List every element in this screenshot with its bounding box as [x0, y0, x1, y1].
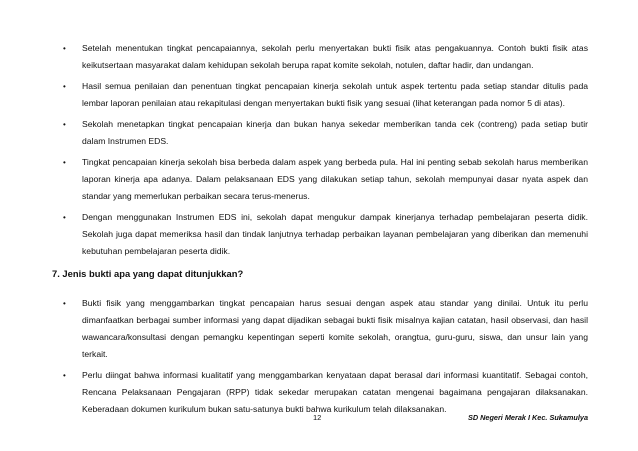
bullet-icon: • [63, 299, 66, 308]
bullet-icon: • [63, 371, 66, 380]
list-item [58, 295, 588, 363]
list-item-text: Bukti fisik yang menggambarkan tingkat pencapaian harus sesuai dengan aspek atau standar yang dinilai. Untuk itu perlu dimanfaatkan berbagai sumber informasi yang dapat dijadikan sebagai bukti fisik misalnya kajian catatan, hasil observasi, dan hasil wawancara/konsultasi dengan pemangku kepentingan seperti komite sekolah, orangtua, guru-guru, siswa, dan unsur lain yang terkait. [82, 298, 588, 359]
list-item-text: Dengan menggunakan Instrumen EDS ini, sekolah dapat mengukur dampak kinerjanya terhadap pembelajaran peserta didik. Sekolah juga dapat memeriksa hasil dan tindak lanjutnya terhadap perbaikan layanan pembelajaran yang diberikan dan memenuhi kebutuhan pembelajaran peserta didik. [82, 212, 588, 256]
bullet-icon: • [63, 120, 66, 129]
list-item [58, 40, 588, 74]
list-item [58, 367, 588, 418]
section-heading: 7. Jenis bukti apa yang dapat ditunjukkan? [52, 268, 244, 279]
bullet-list-bottom [58, 295, 588, 418]
list-item-text: Tingkat pencapaian kinerja sekolah bisa berbeda dalam aspek yang berbeda pula. Hal ini penting sebab sekolah harus memberikan laporan kinerja apa adanya. Dalam pelaksanaan EDS yang dilakukan setiap tahun, sekolah mempunyai dasar nyata aspek dan standar yang memerlukan perbaikan secara terus-menerus. [82, 157, 588, 201]
list-item-text: Hasil semua penilaian dan penentuan tingkat pencapaian kinerja sekolah untuk aspek tertentu pada setiap standar ditulis pada lembar laporan penilaian atau rekapitulasi dengan menyertakan bukti fisik yang sesuai (lihat keterangan pada nomor 5 di atas). [82, 81, 588, 108]
bullet-list-top [58, 40, 588, 260]
list-item [58, 78, 588, 112]
page-number: 12 [313, 413, 322, 422]
list-item-text: Sekolah menetapkan tingkat pencapaian kinerja dan bukan hanya sekedar memberikan tanda cek (contreng) pada setiap butir dalam Instrumen EDS. [82, 119, 588, 146]
bullet-icon: • [63, 213, 66, 222]
list-item-text: Setelah menentukan tingkat pencapaiannya, sekolah perlu menyertakan bukti fisik atas pengakuannya. Contoh bukti fisik atas keikutsertaan masyarakat dalam kehidupan sekolah berupa rapat komite sekolah, notulen, daftar hadir, dan undangan. [82, 43, 588, 70]
list-item [58, 154, 588, 205]
list-item-text: Perlu diingat bahwa informasi kualitatif yang menggambarkan kenyataan dapat berasal dari informasi kuantitatif. Sebagai contoh, Rencana Pelaksanaan Pengajaran (RPP) tidak sekedar merupakan catatan mengenai bagaimana pengajaran dilaksanakan. Keberadaan dokumen kurikulum bukan satu-satunya bukti bahwa kurikulum telah dilaksanakan. [82, 370, 588, 414]
list-item [58, 209, 588, 260]
footer-school-name: SD Negeri Merak I Kec. Sukamulya [467, 413, 588, 422]
bullet-icon: • [63, 44, 66, 53]
list-item [58, 116, 588, 150]
bullet-icon: • [63, 82, 66, 91]
bullet-icon: • [63, 158, 66, 167]
